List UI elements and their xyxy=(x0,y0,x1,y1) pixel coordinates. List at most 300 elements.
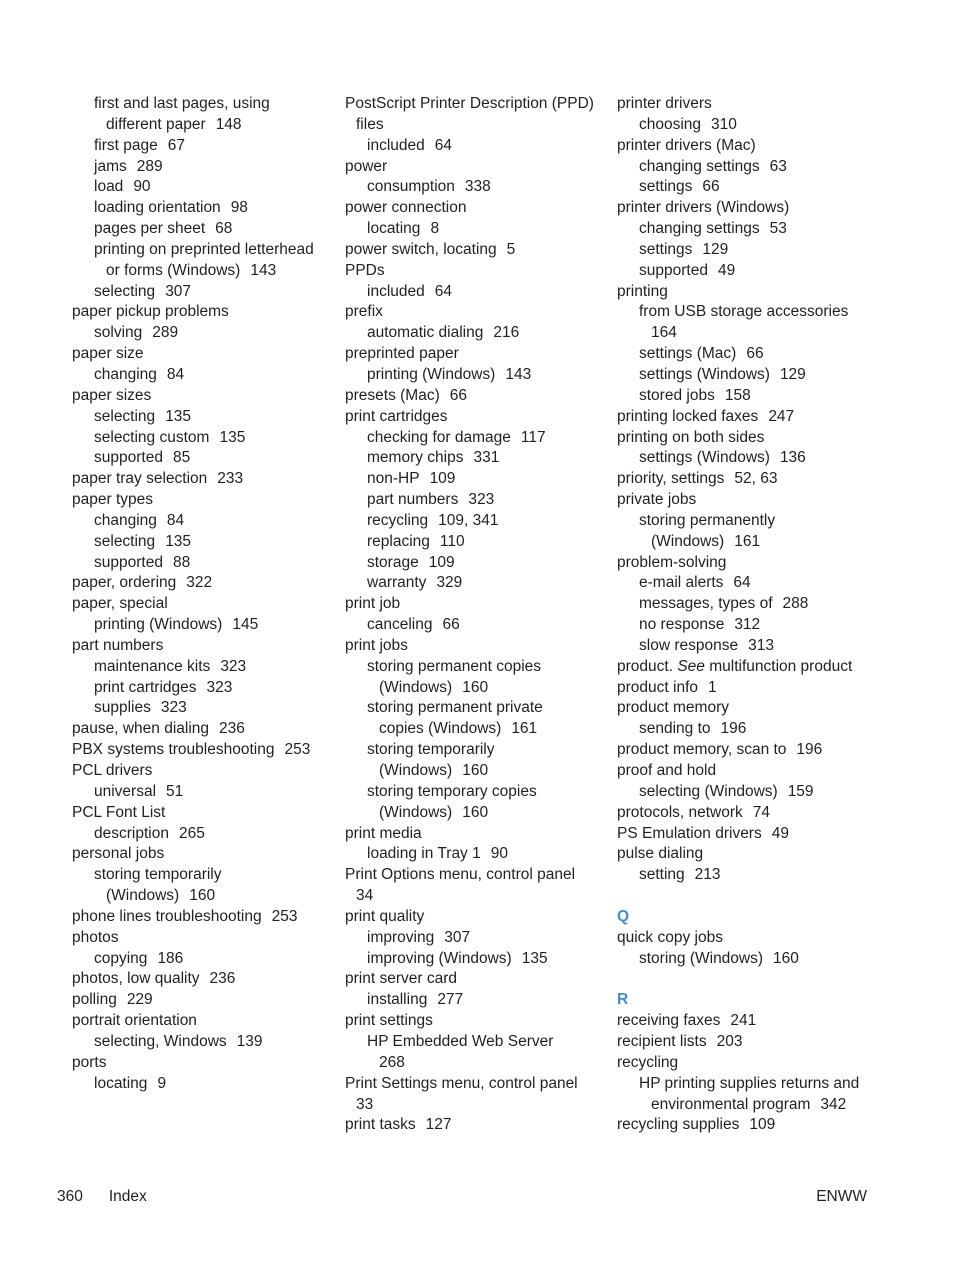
page-reference: 289 xyxy=(152,324,179,342)
index-term: 164 xyxy=(651,324,677,342)
index-column-1 xyxy=(72,94,332,1095)
index-subentry xyxy=(617,323,877,344)
index-subentry xyxy=(72,115,332,136)
index-entry xyxy=(617,1032,877,1053)
page-reference: 265 xyxy=(178,824,205,842)
index-term: settings xyxy=(639,240,693,258)
page-reference: 236 xyxy=(209,970,236,988)
page-reference: 98 xyxy=(230,199,248,217)
index-subentry xyxy=(617,365,877,386)
index-term: storing permanently xyxy=(639,511,776,529)
index-subentry xyxy=(617,615,877,636)
index-term: part numbers xyxy=(72,636,164,654)
index-subentry xyxy=(617,782,877,803)
index-subentry xyxy=(72,407,332,428)
index-entry xyxy=(345,386,605,407)
page-reference: 90 xyxy=(133,178,151,196)
index-term: supported xyxy=(94,553,163,571)
index-term: improving (Windows) xyxy=(367,949,512,967)
index-term: PPDs xyxy=(345,261,385,279)
index-entry xyxy=(617,136,877,157)
index-subentry xyxy=(345,698,605,719)
index-term: 34 xyxy=(356,887,374,905)
page-reference: 148 xyxy=(215,115,242,133)
index-term: different paper xyxy=(106,115,206,133)
index-entry xyxy=(617,553,877,574)
index-term: selecting, Windows xyxy=(94,1032,227,1050)
index-subentry xyxy=(617,532,877,553)
index-term: selecting (Windows) xyxy=(639,782,778,800)
index-term: product. xyxy=(617,657,674,675)
index-subentry xyxy=(345,1032,605,1053)
index-term: print job xyxy=(345,595,401,613)
index-term: HP printing supplies returns and xyxy=(639,1074,860,1092)
index-term: PS Emulation drivers xyxy=(617,824,762,842)
page-reference: 233 xyxy=(217,470,244,488)
page-reference: 109, 341 xyxy=(438,511,499,529)
page-reference: 129 xyxy=(702,240,729,258)
page-reference: 64 xyxy=(733,574,751,592)
index-subentry xyxy=(345,532,605,553)
index-entry xyxy=(345,261,605,282)
page-reference: 68 xyxy=(215,220,233,238)
see-reference-target: multifunction product xyxy=(709,657,853,675)
index-subentry xyxy=(345,177,605,198)
index-entry xyxy=(72,573,332,594)
index-term: storing permanent private xyxy=(367,699,543,717)
index-subentry xyxy=(345,719,605,740)
index-term: choosing xyxy=(639,115,702,133)
index-entry xyxy=(345,157,605,178)
page-reference: 66 xyxy=(449,386,467,404)
index-entry xyxy=(345,1115,605,1136)
index-entry xyxy=(72,844,332,865)
index-entry xyxy=(617,407,877,428)
index-entry xyxy=(617,824,877,845)
index-term: locating xyxy=(94,1074,148,1092)
index-term: product memory xyxy=(617,699,729,717)
page-reference: 143 xyxy=(505,365,532,383)
index-subentry xyxy=(72,177,332,198)
index-column-3 xyxy=(617,94,877,1136)
page-reference: 84 xyxy=(166,365,185,383)
index-term: storing permanent copies xyxy=(367,657,542,675)
index-subentry xyxy=(72,678,332,699)
index-subentry xyxy=(72,886,332,907)
index-entry xyxy=(345,1074,605,1095)
footer-left xyxy=(57,1188,147,1206)
page-reference: 8 xyxy=(430,220,440,238)
index-term: selecting xyxy=(94,407,156,425)
index-entry xyxy=(72,469,332,490)
index-subentry xyxy=(72,865,332,886)
index-term: printing on preprinted letterhead xyxy=(94,240,314,258)
index-term: PBX systems troubleshooting xyxy=(72,741,275,759)
index-subentry xyxy=(345,657,605,678)
page-reference: 139 xyxy=(236,1032,263,1050)
index-term: files xyxy=(356,115,384,133)
index-subentry xyxy=(345,511,605,532)
index-term: recycling xyxy=(617,1053,679,1071)
index-term: setting xyxy=(639,866,685,884)
page-reference: 66 xyxy=(702,178,720,196)
index-subentry xyxy=(345,365,605,386)
page-reference: 84 xyxy=(166,511,185,529)
index-term: printing xyxy=(617,282,668,300)
index-entry xyxy=(617,490,877,511)
page-reference: 90 xyxy=(490,845,508,863)
index-term: included xyxy=(367,136,425,154)
index-subentry xyxy=(72,448,332,469)
page-reference: 216 xyxy=(493,324,520,342)
index-term: supported xyxy=(94,449,163,467)
page-reference: 329 xyxy=(436,574,463,592)
index-subentry xyxy=(617,719,877,740)
page-reference: 323 xyxy=(220,657,247,675)
index-subentry xyxy=(617,573,877,594)
index-term: print quality xyxy=(345,907,425,925)
index-subentry xyxy=(617,1074,877,1095)
page-reference: 158 xyxy=(724,386,751,404)
index-subentry xyxy=(345,761,605,782)
index-term: private jobs xyxy=(617,491,697,509)
page-reference: 323 xyxy=(160,699,187,717)
index-term: selecting xyxy=(94,532,156,550)
index-entry xyxy=(345,407,605,428)
index-entry xyxy=(345,594,605,615)
index-entry xyxy=(617,1053,877,1074)
index-term: presets (Mac) xyxy=(345,386,440,404)
index-entry xyxy=(345,1011,605,1032)
index-term: printing locked faxes xyxy=(617,407,759,425)
index-entry xyxy=(345,865,605,886)
index-term: changing settings xyxy=(639,157,760,175)
index-term: installing xyxy=(367,991,428,1009)
index-entry xyxy=(617,657,877,678)
footer-right: ENWW xyxy=(816,1188,867,1205)
index-term: settings (Mac) xyxy=(639,345,737,363)
index-term: storing (Windows) xyxy=(639,949,764,967)
index-subentry xyxy=(72,1074,332,1095)
index-term: recipient lists xyxy=(617,1032,707,1050)
page-reference: 229 xyxy=(126,991,153,1009)
index-subentry xyxy=(345,1053,605,1074)
page-reference: 160 xyxy=(462,803,489,821)
page-reference: 253 xyxy=(271,907,298,925)
page-reference: 110 xyxy=(439,532,465,550)
index-term: universal xyxy=(94,782,157,800)
page-reference: 312 xyxy=(734,616,761,634)
page-reference: 1 xyxy=(708,678,717,696)
index-term: photos, low quality xyxy=(72,970,200,988)
page-reference: 53 xyxy=(769,220,787,238)
page-reference: 64 xyxy=(434,136,452,154)
index-term: HP Embedded Web Server xyxy=(367,1032,554,1050)
page-reference: 143 xyxy=(250,261,277,279)
index-term: paper size xyxy=(72,345,144,363)
index-term: load xyxy=(94,178,124,196)
index-subentry xyxy=(345,1095,605,1116)
page-reference: 331 xyxy=(473,449,500,467)
index-term: power connection xyxy=(345,199,467,217)
index-term: description xyxy=(94,824,169,842)
index-term: messages, types of xyxy=(639,595,773,613)
index-term: prefix xyxy=(345,303,383,321)
index-term: protocols, network xyxy=(617,803,743,821)
index-subentry xyxy=(617,344,877,365)
page-reference: 307 xyxy=(444,928,471,946)
index-subentry xyxy=(617,594,877,615)
page-reference: 323 xyxy=(468,491,495,509)
index-term: storing temporary copies xyxy=(367,782,537,800)
index-entry xyxy=(345,824,605,845)
index-term: first and last pages, using xyxy=(94,95,270,112)
index-term: paper types xyxy=(72,491,153,509)
index-entry xyxy=(72,928,332,949)
page-reference: 66 xyxy=(442,616,460,634)
page-reference: 135 xyxy=(219,428,246,446)
index-entry xyxy=(72,386,332,407)
index-subentry xyxy=(72,532,332,553)
index-entry xyxy=(72,490,332,511)
index-term: PCL Font List xyxy=(72,803,166,821)
page-reference: 196 xyxy=(720,720,747,738)
page-reference: 127 xyxy=(425,1116,452,1134)
page-reference: 63 xyxy=(769,157,787,175)
page-reference: 49 xyxy=(717,261,736,279)
index-subentry xyxy=(617,386,877,407)
index-term: paper sizes xyxy=(72,386,152,404)
index-term: portrait orientation xyxy=(72,1012,197,1030)
index-term: part numbers xyxy=(367,491,459,509)
index-term: (Windows) xyxy=(106,887,180,905)
index-term: proof and hold xyxy=(617,762,717,779)
index-entry xyxy=(72,636,332,657)
index-term: print server card xyxy=(345,970,457,988)
index-term: jams xyxy=(94,157,127,175)
index-term: selecting custom xyxy=(94,428,210,446)
index-entry xyxy=(617,282,877,303)
page-reference: 342 xyxy=(820,1095,847,1113)
index-term: stored jobs xyxy=(639,386,715,404)
index-term: e-mail alerts xyxy=(639,574,724,592)
index-subentry xyxy=(617,261,877,282)
index-subentry xyxy=(72,511,332,532)
page-reference: 160 xyxy=(462,762,489,779)
index-term: printer drivers (Windows) xyxy=(617,199,790,217)
index-term: priority, settings xyxy=(617,470,725,488)
index-subentry xyxy=(72,1032,332,1053)
index-entry xyxy=(617,1115,877,1136)
index-subentry xyxy=(617,115,877,136)
index-term: printing on both sides xyxy=(617,428,765,446)
index-subentry xyxy=(72,698,332,719)
page-reference: 313 xyxy=(748,636,774,654)
index-term: storage xyxy=(367,553,419,571)
index-term: paper pickup problems xyxy=(72,303,229,321)
page-reference: 129 xyxy=(779,365,806,383)
index-term: printer drivers (Mac) xyxy=(617,136,756,154)
page-reference: 288 xyxy=(782,595,809,613)
index-subentry xyxy=(345,782,605,803)
index-term: phone lines troubleshooting xyxy=(72,907,262,925)
index-entry xyxy=(345,240,605,261)
index-entry xyxy=(345,302,605,323)
page-reference: 159 xyxy=(787,782,814,800)
index-entry xyxy=(72,594,332,615)
index-entry xyxy=(617,678,877,699)
index-term: settings xyxy=(639,178,693,196)
index-term: no response xyxy=(639,616,725,634)
index-subentry xyxy=(617,219,877,240)
index-term: product memory, scan to xyxy=(617,741,787,759)
index-subentry xyxy=(617,949,877,970)
index-subentry xyxy=(617,157,877,178)
page-reference: 67 xyxy=(167,136,186,154)
index-term: solving xyxy=(94,324,143,342)
index-term: 268 xyxy=(379,1053,405,1071)
index-entry xyxy=(72,969,332,990)
page-reference: 66 xyxy=(746,345,764,363)
index-term: consumption xyxy=(367,178,455,196)
page-reference: 135 xyxy=(165,407,192,425)
index-subentry xyxy=(617,1095,877,1116)
page-reference: 109 xyxy=(429,470,456,488)
index-term: from USB storage accessories xyxy=(639,303,849,321)
index-term: print cartridges xyxy=(345,407,448,425)
index-term: sending to xyxy=(639,720,711,738)
index-subentry xyxy=(72,824,332,845)
page-reference: 310 xyxy=(711,115,737,133)
page-reference: 117 xyxy=(520,428,546,446)
index-entry xyxy=(617,761,877,782)
page-reference: 135 xyxy=(165,532,192,550)
section-name: Index xyxy=(108,1188,147,1205)
index-term: copies (Windows) xyxy=(379,720,502,738)
index-subentry xyxy=(72,198,332,219)
index-term: replacing xyxy=(367,532,430,550)
index-entry xyxy=(617,928,877,949)
index-term: recycling supplies xyxy=(617,1116,740,1134)
index-subentry xyxy=(345,928,605,949)
index-term: paper tray selection xyxy=(72,470,208,488)
page-reference: 160 xyxy=(189,887,216,905)
index-subentry xyxy=(72,323,332,344)
page-reference: 186 xyxy=(157,949,184,967)
index-letter-header: Q xyxy=(617,907,630,925)
page-reference: 85 xyxy=(172,449,191,467)
index-letter-header: R xyxy=(617,991,629,1009)
index-subentry xyxy=(345,323,605,344)
index-subentry xyxy=(72,240,332,261)
index-subentry xyxy=(617,240,877,261)
index-entry xyxy=(345,94,605,115)
index-entry xyxy=(72,990,332,1011)
page-reference: 52, 63 xyxy=(734,470,778,488)
index-term: print jobs xyxy=(345,636,408,654)
index-term: storing temporarily xyxy=(367,741,495,759)
index-term: print settings xyxy=(345,1012,433,1030)
index-entry xyxy=(72,740,332,761)
index-subentry xyxy=(345,573,605,594)
index-term: loading in Tray 1 xyxy=(367,845,481,863)
page-reference: 88 xyxy=(172,553,191,571)
index-term: or forms (Windows) xyxy=(106,261,241,279)
index-term: selecting xyxy=(94,282,156,300)
page-reference: 9 xyxy=(157,1074,167,1092)
index-subentry xyxy=(345,844,605,865)
index-entry xyxy=(617,1011,877,1032)
index-subentry xyxy=(345,990,605,1011)
index-subentry xyxy=(72,136,332,157)
index-entry xyxy=(72,302,332,323)
index-term: copying xyxy=(94,949,148,967)
index-entry xyxy=(617,698,877,719)
page-reference: 136 xyxy=(779,449,806,467)
index-term: changing xyxy=(94,365,157,383)
index-subentry xyxy=(345,448,605,469)
page-reference: 277 xyxy=(437,991,464,1009)
index-entry xyxy=(617,469,877,490)
index-term: receiving faxes xyxy=(617,1012,721,1030)
index-term: settings (Windows) xyxy=(639,449,770,467)
index-column-2 xyxy=(345,94,605,1136)
page-reference: 289 xyxy=(136,157,163,175)
index-entry xyxy=(617,428,877,449)
index-term: ports xyxy=(72,1053,107,1071)
index-term: printing (Windows) xyxy=(367,365,496,383)
page-reference: 51 xyxy=(166,782,184,800)
index-term: first page xyxy=(94,136,158,154)
index-term: warranty xyxy=(367,574,427,592)
page-reference: 145 xyxy=(232,616,259,634)
index-term: slow response xyxy=(639,636,739,654)
index-subentry xyxy=(72,615,332,636)
page-reference: 161 xyxy=(734,532,761,550)
page-reference: 213 xyxy=(694,866,721,884)
index-subentry xyxy=(617,511,877,532)
index-subentry xyxy=(72,94,332,115)
index-term: pages per sheet xyxy=(94,220,206,238)
index-subentry xyxy=(345,803,605,824)
index-term: print media xyxy=(345,824,422,842)
index-entry xyxy=(617,844,877,865)
index-subentry xyxy=(72,282,332,303)
index-subentry xyxy=(72,428,332,449)
index-entry xyxy=(617,803,877,824)
index-term: maintenance kits xyxy=(94,657,211,675)
index-entry xyxy=(345,907,605,928)
index-term: (Windows) xyxy=(379,803,453,821)
index-term: non-HP xyxy=(367,470,420,488)
index-term: problem-solving xyxy=(617,553,727,571)
index-subentry xyxy=(72,365,332,386)
index-subentry xyxy=(617,177,877,198)
index-term: checking for damage xyxy=(367,428,511,446)
index-term: PostScript Printer Description (PPD) xyxy=(345,95,594,112)
page-reference: 253 xyxy=(284,741,311,759)
index-subentry xyxy=(617,636,877,657)
index-term: changing xyxy=(94,511,157,529)
see-reference-label: See xyxy=(677,657,705,675)
index-subentry xyxy=(72,219,332,240)
page-reference: 135 xyxy=(521,949,548,967)
index-term: environmental program xyxy=(651,1095,811,1113)
index-entry xyxy=(72,761,332,782)
index-term: print cartridges xyxy=(94,678,197,696)
index-entry xyxy=(72,803,332,824)
index-subentry xyxy=(345,136,605,157)
